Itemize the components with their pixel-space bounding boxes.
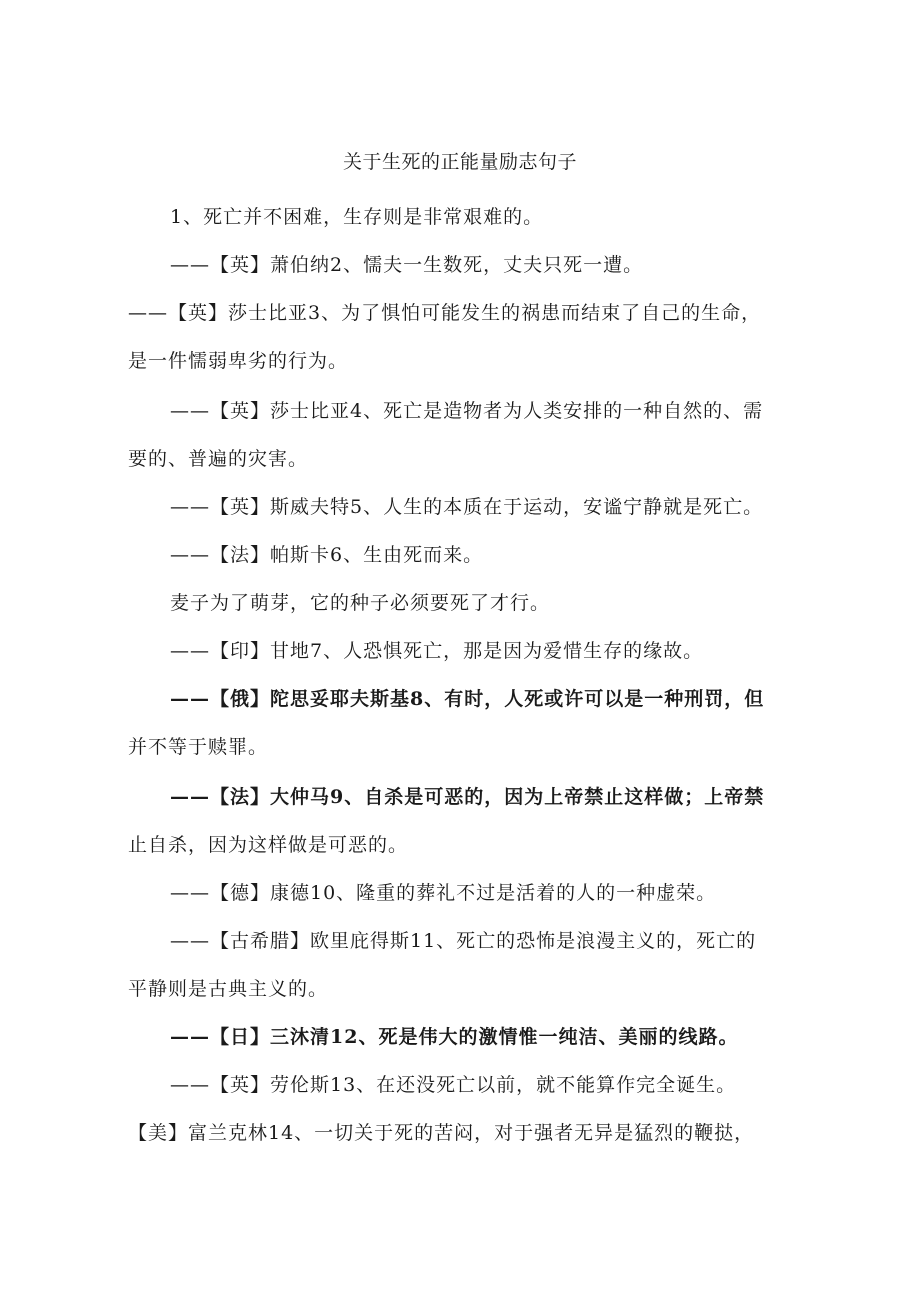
text-line: ——【英】斯威夫特5、人生的本质在于运动，安谧宁静就是死亡。 bbox=[170, 496, 764, 518]
text-line: 平静则是古典主义的。 bbox=[128, 978, 329, 1000]
document-title: 关于生死的正能量励志句子 bbox=[342, 151, 577, 173]
text-line: ——【英】萧伯纳2、懦夫一生数死，丈夫只死一遭。 bbox=[170, 254, 644, 276]
text-line: 麦子为了萌芽，它的种子必须要死了才行。 bbox=[170, 592, 551, 614]
text-line: ——【德】康德10、隆重的葬礼不过是活着的人的一种虚荣。 bbox=[170, 882, 717, 904]
text-line: ——【古希腊】欧里庇得斯11、死亡的恐怖是浪漫主义的，死亡的 bbox=[170, 930, 757, 952]
text-line: 是一件懦弱卑劣的行为。 bbox=[128, 350, 349, 372]
text-line: ——【英】劳伦斯13、在还没死亡以前，就不能算作完全诞生。 bbox=[170, 1074, 737, 1096]
text-line: ——【英】莎士比亚3、为了惧怕可能发生的祸患而结束了自己的生命， bbox=[128, 302, 762, 324]
text-line: 1、死亡并不困难，生存则是非常艰难的。 bbox=[170, 206, 544, 228]
text-line: ——【印】甘地7、人恐惧死亡，那是因为爱惜生存的缘故。 bbox=[170, 640, 704, 662]
text-line: 并不等于赎罪。 bbox=[128, 736, 269, 758]
text-line: 要的、普遍的灾害。 bbox=[128, 448, 309, 470]
text-line: ——【法】大仲马9、自杀是可恶的，因为上帝禁止这样做；上帝禁 bbox=[170, 786, 765, 808]
text-line: ——【俄】陀思妥耶夫斯基8、有时，人死或许可以是一种刑罚，但 bbox=[170, 688, 765, 710]
text-line: 【美】富兰克林14、一切关于死的苦闷，对于强者无异是猛烈的鞭挞， bbox=[128, 1122, 755, 1144]
text-line: 止自杀，因为这样做是可恶的。 bbox=[128, 834, 409, 856]
text-line: ——【日】三沐清12、死是伟大的激情惟一纯洁、美丽的线路。 bbox=[170, 1026, 739, 1048]
text-line: ——【法】帕斯卡6、生由死而来。 bbox=[170, 544, 484, 566]
text-line: ——【英】莎士比亚4、死亡是造物者为人类安排的一种自然的、需 bbox=[170, 400, 764, 422]
